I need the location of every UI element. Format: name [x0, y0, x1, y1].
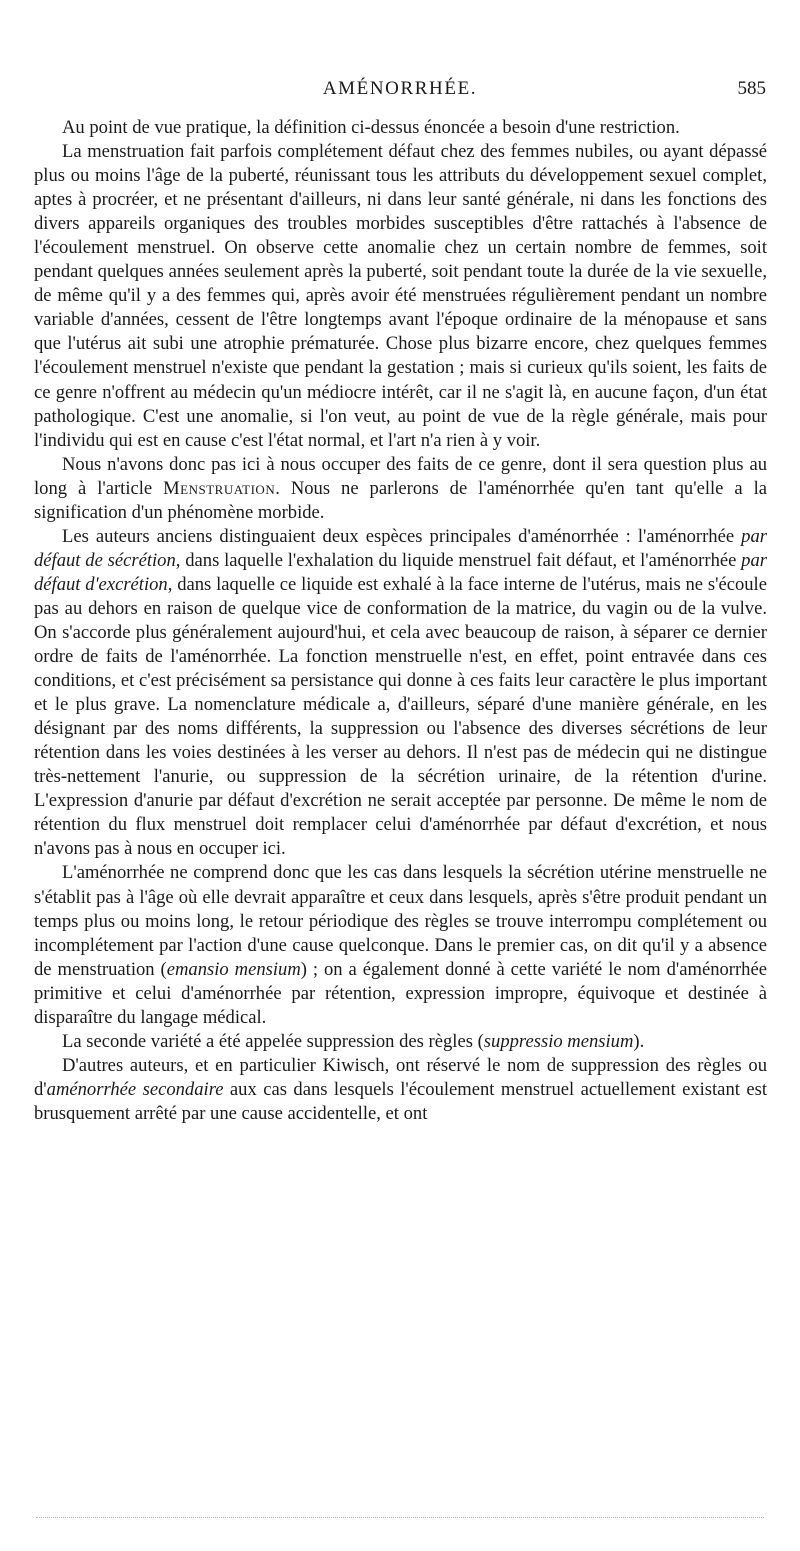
paragraph-text: ) ; on a également donné à cette variété le nom d'aménorrhée primitive et celui d'aménorrhée par rétention, expression impropre, équivoque et destinée à disparaître du langage médical. [34, 958, 767, 1028]
bottom-rule [36, 1517, 764, 1518]
running-title: AMÉNORRHÉE. [322, 78, 478, 99]
paragraph-text: D'autres auteurs, et en particulier Kiwisch, ont réservé le nom de suppression des règles ou d' [34, 1054, 767, 1100]
paragraph-definition [34, 861, 767, 1029]
paragraph-menstruation-absence [34, 140, 767, 453]
paragraph-text: , dans laquelle ce liquide est exhalé à la face interne de l'utérus, mais ne s'écoule pas au dehors en raison de quelque vice de conformation de la matrice, du vagin ou de la vulve. On s'accorde plus généralement aujourd'hui, et cela avec beaucoup de raison, à séparer ce dernier ordre de faits de l'aménorrhée. La fonction menstruelle n'est, en effet, point entravée dans ces conditions, et c'est précisément sa persistance qui donne à ces faits leur caractère le plus important et le plus grave. La nomenclature médicale a, d'ailleurs, séparé d'une manière générale, en les désignant par des noms différents, la suppression ou l'absence des diverses sécrétions de leur rétention dans les voies destinées à les verser au dehors. Il n'est pas de médecin qui ne distingue très-nettement l'anurie, ou suppression de la sécrétion urinaire, de la rétention d'urine. L'expression d'anurie par défaut d'excrétion ne serait acceptée par personne. De même le nom de rétention du flux menstruel doit remplacer celui d'aménorrhée par défaut d'excrétion, et nous n'avons pas à nous en occuper ici. [34, 573, 767, 860]
italic-term: par défaut de sécrétion [34, 525, 767, 571]
page-number: 585 [737, 78, 766, 99]
paragraph-text: . Nous ne parlerons de l'aménorrhée qu'en tant qu'elle a la signification d'un phénomène morbide. [34, 477, 767, 523]
paragraph-text: aux cas dans lesquels l'écoulement menstruel actuellement existant est brusquement arrêté par une cause accidentelle, et ont [34, 1078, 767, 1124]
paragraph-text: L'aménorrhée ne comprend donc que les cas dans lesquels la sécrétion utérine menstruelle ne s'établit pas à l'âge où elle devrait apparaître et ceux dans lesquels, après s'être produit pendant un temps plus ou moins long, le retour périodique des règles se trouve interrompu complétement ou incomplétement par l'action d'une cause quelconque. Dans le premier cas, on dit qu'il y a absence de menstruation ( [34, 862, 767, 980]
paragraph-second-variety [34, 1030, 767, 1054]
article-reference: Menstruation [163, 477, 276, 499]
page-header [34, 78, 766, 104]
italic-term: suppressio mensium [483, 1030, 634, 1052]
paragraph-text: La menstruation fait parfois complétement défaut chez des femmes nubiles, ou ayant dépassé plus ou moins l'âge de la puberté, réunissant tous les attributs du développement sexuel complet, aptes à procréer, et ne présentant d'ailleurs, ni dans leur santé générale, ni dans les fonctions des divers appareils organiques des troubles morbides susceptibles d'être rattachés à l'absence de l'écoulement menstruel. On observe cette anomalie chez un certain nombre de femmes, soit pendant quelques années seulement après la puberté, soit pendant toute la durée de la vie sexuelle, de même qu'il y a des femmes qui, après avoir été menstruées régulièrement pendant un nombre variable d'années, cessent de l'être longtemps avant l'époque ordinaire de la ménopause et sans que l'utérus ait subi une atrophie prématurée. Chose plus bizarre encore, chez quelques femmes l'écoulement menstruel n'existe que pendant la gestation ; mais si curieux qu'ils soient, les faits de ce genre n'offrent au médecin qu'un médiocre intérêt, car il ne s'agit là, en aucune façon, d'un état pathologique. C'est une anomalie, si l'on veut, au point de vue de la règle générale, mais pour l'individu qui est en cause c'est l'état normal, et l'art n'a rien à y voir. [34, 141, 767, 451]
paragraph-kiwisch [34, 1054, 767, 1126]
italic-term: emansio mensium [166, 958, 301, 980]
paragraph-text: Au point de vue pratique, la définition ci-dessus énoncée a besoin d'une restriction. [62, 117, 680, 138]
paragraph-text: , dans laquelle l'exhalation du liquide menstruel fait défaut, et l'aménorrhée [175, 549, 742, 571]
paragraph-scope [34, 453, 767, 525]
paragraph-text: ). [633, 1030, 645, 1052]
paragraph-restriction [34, 116, 767, 140]
italic-term: par défaut d'excrétion [34, 549, 768, 595]
body-text [34, 116, 767, 1126]
italic-term: aménorrhée secondaire [46, 1078, 224, 1100]
paragraph-text: Nous n'avons donc pas ici à nous occuper des faits de ce genre, dont il sera question plus au long à l'article [34, 453, 767, 499]
paragraph-text: La seconde variété a été appelée suppression des règles ( [62, 1030, 484, 1052]
paragraph-ancient-authors [34, 525, 767, 862]
paragraph-text: Les auteurs anciens distinguaient deux espèces principales d'aménorrhée : l'aménorrhée [62, 525, 742, 547]
